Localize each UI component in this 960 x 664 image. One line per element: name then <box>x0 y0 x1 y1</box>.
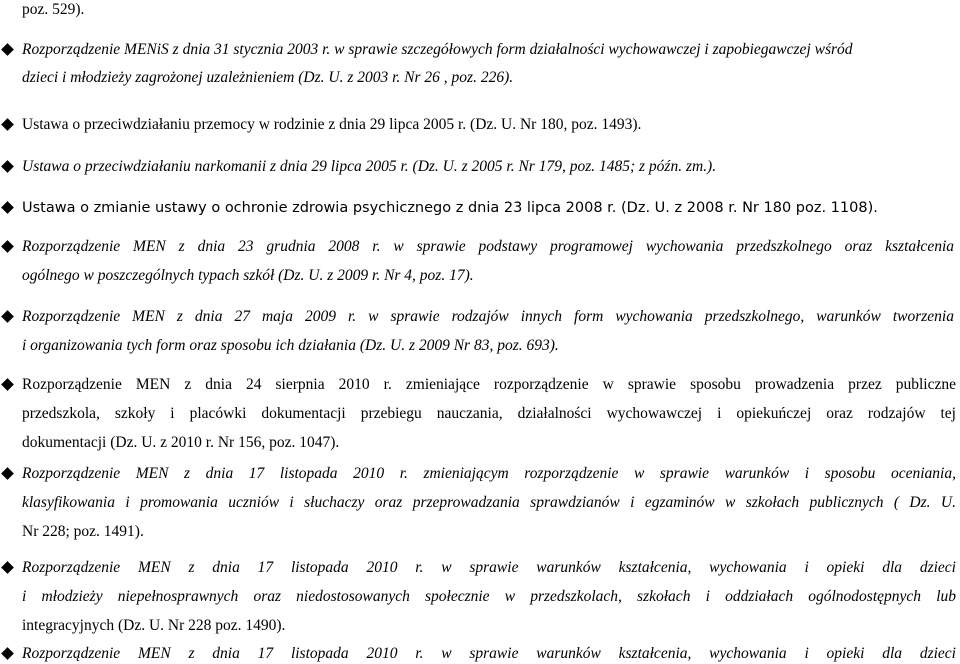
text-line: i organizowania tych form oraz sposobu ich działania (Dz. U. z 2009 Nr 83, poz. 693). <box>22 337 559 354</box>
text-line: integracyjnych (Dz. U. Nr 228 poz. 1490). <box>22 617 286 634</box>
text-line: dokumentacji (Dz. U. z 2010 r. Nr 156, poz. 1047). <box>22 434 340 451</box>
bullet-diamond-icon <box>1 201 14 214</box>
text-line: ogólnego w poszczególnych typach szkół (Dz. U. z 2009 r. Nr 4, poz. 17). <box>22 267 474 284</box>
bullet-diamond-icon <box>1 43 14 56</box>
text-line: Rozporządzenie MEN z dnia 17 listopada 2010 r. w sprawie warunków kształcenia, wychowania i opieki dla dzieci <box>22 559 956 576</box>
bullet-diamond-icon <box>1 118 14 131</box>
bullet-diamond-icon <box>1 647 14 660</box>
bullet-diamond-icon <box>1 561 14 574</box>
text-line: Rozporządzenie MEN z dnia 23 grudnia 2008 r. w sprawie podstawy programowej wychowania przedszkolnego oraz kształcenia <box>22 238 954 255</box>
bullet-diamond-icon <box>1 310 14 323</box>
text-line: Rozporządzenie MEN z dnia 24 sierpnia 2010 r. zmieniające rozporządzenie w sprawie sposobu prowadzenia przez publiczne <box>22 376 956 393</box>
bullet-diamond-icon <box>1 240 14 253</box>
text-line: klasyfikowania i promowania uczniów i słuchaczy oraz przeprowadzania sprawdzianów i egzaminów w szkołach publicznych ( Dz. U. <box>22 494 956 511</box>
text-line: Ustawa o zmianie ustawy o ochronie zdrowia psychicznego z dnia 23 lipca 2008 r. (Dz. U. z 2008 r. Nr 180 poz. 1108). <box>22 200 878 216</box>
text-line: przedszkola, szkoły i placówki dokumentacji przebiegu nauczania, działalności wychowawczej i opiekuńczej oraz rodzajów tej <box>22 405 956 422</box>
text-line: Rozporządzenie MEN z dnia 17 listopada 2010 r. w sprawie warunków kształcenia, wychowania i opieki dla dzieci <box>22 645 956 662</box>
text-line: dzieci i młodzieży zagrożonej uzależnieniem (Dz. U. z 2003 r. Nr 26 , poz. 226). <box>22 69 514 86</box>
text-line: Rozporządzenie MEN z dnia 27 maja 2009 r. w sprawie rodzajów innych form wychowania przedszkolnego, warunków tworzenia <box>22 308 954 325</box>
bullet-diamond-icon <box>1 467 14 480</box>
text-line: poz. 529). <box>22 1 85 18</box>
text-line: Rozporządzenie MENiS z dnia 31 stycznia 2003 r. w sprawie szczegółowych form działalności wychowawczej i zapobiegawczej wśród <box>22 41 853 58</box>
text-line: Rozporządzenie MEN z dnia 17 listopada 2010 r. zmieniającym rozporządzenie w sprawie warunków i sposobu oceniania, <box>22 465 956 482</box>
bullet-diamond-icon <box>1 160 14 173</box>
text-line: i młodzieży niepełnosprawnych oraz niedostosowanych społecznie w przedszkolach, szkołach i oddziałach ogólnodostępnych lub <box>22 588 956 605</box>
text-line: Nr 228; poz. 1491). <box>22 523 144 540</box>
text-line: Ustawa o przeciwdziałaniu narkomanii z dnia 29 lipca 2005 r. (Dz. U. z 2005 r. Nr 179, poz. 1485; z późn. zm.). <box>22 158 717 175</box>
bullet-diamond-icon <box>1 378 14 391</box>
text-line: Ustawa o przeciwdziałaniu przemocy w rodzinie z dnia 29 lipca 2005 r. (Dz. U. Nr 180, poz. 1493). <box>22 116 642 133</box>
